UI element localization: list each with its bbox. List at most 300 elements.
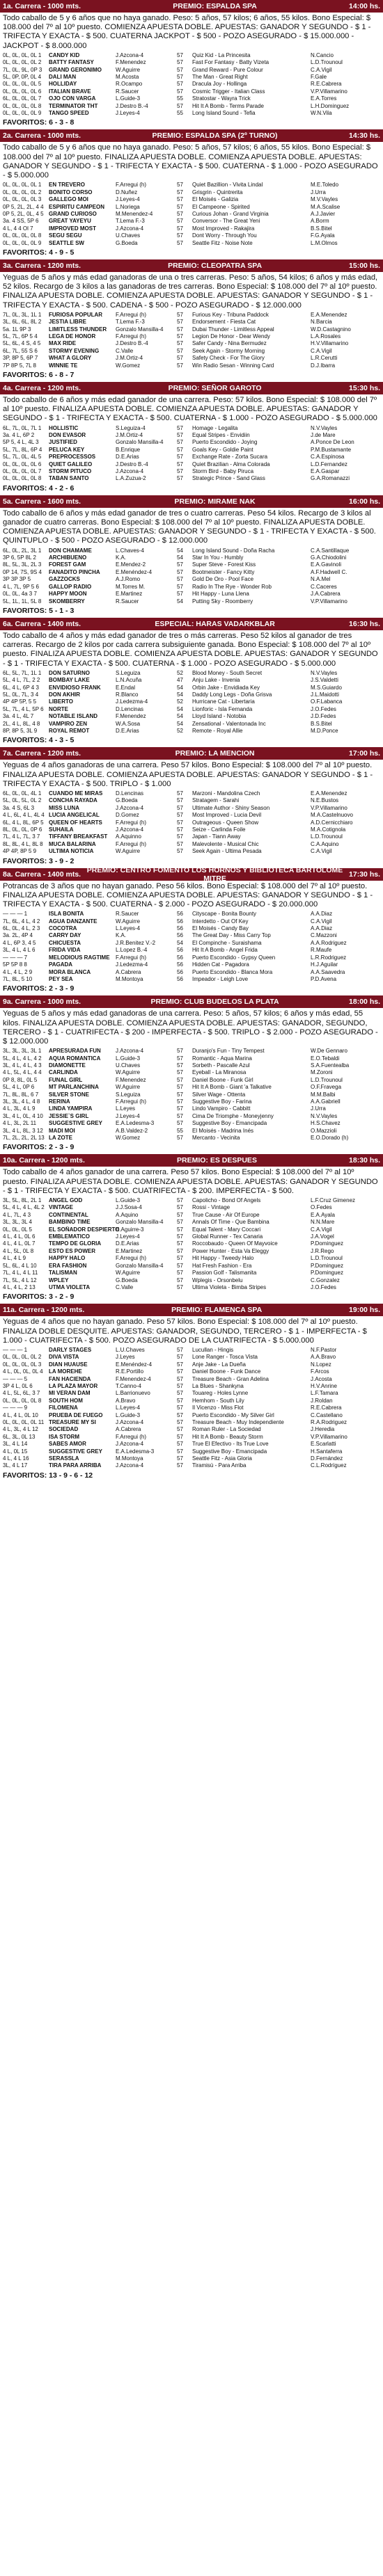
entry-horse: NOTABLE ISLAND: [49, 713, 98, 720]
entry-form: 8P, 8P 5, 3L 9: [3, 727, 38, 734]
entry-trainer: C.Castellano: [311, 1411, 343, 1418]
entry-jockey: T.Lema F.-3: [116, 218, 145, 225]
entry-row: [3, 1062, 380, 1069]
entry-trainer: W.N.Vila: [311, 110, 332, 117]
entry-trainer: L.M.Olmos: [311, 239, 338, 246]
entry-row: [3, 1277, 380, 1284]
entry-horse: MUCA BALARINA: [49, 840, 96, 847]
entry-form: 6L, 0L, 0L, 0L 7: [3, 95, 42, 102]
entry-weight: 57: [177, 1462, 183, 1469]
entry-horse: FILOMENA: [49, 1405, 78, 1411]
entry-weight: 57: [177, 218, 183, 225]
entry-horse: VAMPIRO ZEN: [49, 720, 87, 727]
race-card: [0, 495, 383, 618]
race-prize: PREMIO: ESPALDA SPA (2º TURNO): [152, 131, 278, 141]
entry-trainer: E.A.Gavinoli: [311, 561, 342, 568]
race-header: [0, 495, 383, 508]
entry-trainer: L.F.Tamara: [311, 1390, 338, 1397]
race-prize: PREMIO: LA MENCION: [175, 749, 255, 758]
entry-jockey: J.Leyes-4: [116, 1112, 140, 1119]
entry-jockey: L.Lopez B.-4: [116, 947, 148, 954]
entry-jockey: E.Menéndez-4: [116, 1361, 153, 1368]
entry-horse: LEGA DE HONOR: [49, 333, 96, 339]
entry-trainer: N.F.Pastor: [311, 1346, 337, 1353]
race-time: 17:00 hs.: [349, 749, 380, 758]
entry-row: [3, 576, 380, 583]
entry-pedigree: Touareg - Holes Lynne: [192, 1390, 249, 1397]
entry-horse: MI VERAN DAM: [49, 1390, 91, 1397]
entry-weight: 57: [177, 439, 183, 446]
entry-jockey: E.Martinez: [116, 1247, 143, 1254]
entry-row: [3, 468, 380, 475]
entry-trainer: C.A.Vigil: [311, 1226, 332, 1233]
entry-weight: 57: [177, 232, 183, 239]
entry-weight: 57: [177, 210, 183, 217]
entry-weight: 57: [177, 66, 183, 73]
entry-row: [3, 1048, 380, 1055]
entry-form: 0P 5, 2L, 0L, 4 5: [3, 210, 44, 217]
entry-pedigree: Hurricane Cat - Libertaria: [192, 698, 255, 705]
entry-row: [3, 1069, 380, 1076]
entry-pedigree: Quiz Kid - La Princesita: [192, 51, 251, 58]
entry-trainer: W.De Gennaro: [311, 1048, 347, 1055]
entry-form: — — — 9: [3, 1405, 28, 1411]
entry-pedigree: Passion Golf - Talismanita: [192, 1270, 257, 1277]
race-conditions: Todo caballo de 6 años y más edad ganador de una carrera. Peso: 57 kilos. Bono Especial: $ 108.000 del 7º al 10º puesto. FINALIZA APUESTA DOBLE. COMIENZA APUESTA DOBLE. APUESTAS: GANADOR Y SEGUNDO - $ 1 - TRIFECTA Y EXACTA - $ 500. CUATERNA - $ 1.000 - POZO ASEGURADO - $ 5.000.000: [3, 396, 377, 423]
entry-trainer: J.A.Cabrera: [311, 591, 341, 598]
entry-row: [3, 841, 380, 848]
entry-row: [3, 218, 380, 225]
entry-pedigree: Long Island Sound - Doña Racha: [192, 547, 275, 554]
entry-row: [3, 812, 380, 819]
entry-jockey: F.Menendez-4: [116, 1375, 151, 1382]
entry-row: [3, 196, 380, 203]
entry-pedigree: Bootmeister - Fancy Kitty: [192, 568, 255, 575]
entry-row: [3, 225, 380, 232]
entry-jockey: J.Azcona-4: [116, 51, 144, 58]
entry-form: 5L, 7L, 6P 5 4: [3, 333, 38, 339]
entry-horse: BOMBAY LAKE: [49, 677, 90, 684]
entry-row: [3, 833, 380, 840]
entry-weight: 47: [177, 677, 183, 684]
entry-jockey: F.Arregui (h): [116, 333, 147, 339]
entry-trainer: E.Scarlatti: [311, 1441, 336, 1448]
entry-jockey: L.Guide-3: [116, 1055, 141, 1062]
entry-form: 0L, 0L, 4a 3 7: [3, 591, 37, 598]
race-favorites: FAVORITOS: 3 - 9 - 2: [3, 856, 75, 865]
entry-trainer: E.O.Tebaldi: [311, 1055, 340, 1062]
entry-pedigree: Most Improved - Lucia Devil: [192, 812, 262, 819]
entry-jockey: Gonzalo Mansilla-4: [116, 1262, 164, 1269]
entry-trainer: H.V.Anrine: [311, 1382, 337, 1389]
entry-weight: 57: [177, 1247, 183, 1254]
entry-form: — — — 1: [3, 1346, 28, 1353]
entry-weight: 57: [177, 833, 183, 840]
entry-row: [3, 211, 380, 218]
entry-jockey: L.A.Zuzua-2: [116, 475, 146, 482]
entry-horse: WHAT A GLORY: [49, 355, 92, 362]
entry-horse: SOCIEDAD: [49, 1426, 79, 1433]
entry-row: [3, 1390, 380, 1397]
race-card: [0, 0, 383, 129]
entry-row: [3, 232, 380, 239]
entry-form: 3L, 4 L, 4 L, 4 3: [3, 1062, 42, 1069]
entry-horse: DIAMONETTE: [49, 1062, 86, 1069]
entry-weight: 57: [177, 812, 183, 819]
entry-horse: LINDA YAMPIRA: [49, 1105, 93, 1112]
race-conditions: Potrancas de 3 años que no hayan ganado. Peso 56 kilos. Bono Especial: $ 108.000 del 7º al 10º puesto. FINALIZA APUESTA DOBLE. COMIENZA APUESTA DOBLE. APUESTAS: GANADOR Y SEGUNDO - $ 1 - TRIFECTA Y EXACTA - $ 500. CUATERNA - $ 2.000 - POZO ASEGURADO - $ 20.000.000: [3, 881, 373, 909]
entry-pedigree: Cima De Triomphe - Moneyjenny: [192, 1112, 274, 1119]
entry-horse: CONCHA RAYADA: [49, 797, 97, 804]
entry-pedigree: Lone Ranger - Tosca Vista: [192, 1354, 258, 1361]
entry-row: [3, 685, 380, 691]
entry-pedigree: True Cause - Air Of Europe: [192, 1211, 260, 1218]
entry-row: [3, 1284, 380, 1291]
entry-row: [3, 439, 380, 446]
entry-form: 0L, 0L, 0L, 0L 8: [3, 475, 42, 482]
entry-form: 4 L, 5L, 4 L, 4 4: [3, 1069, 42, 1076]
entry-trainer: J.Urra: [311, 1105, 326, 1112]
entry-jockey: L.Chaves-4: [116, 547, 144, 554]
entry-horse: ESTO ES POWER: [49, 1247, 95, 1254]
entry-weight: 57: [177, 804, 183, 811]
entry-row: [3, 569, 380, 576]
entry-pedigree: Lionforic - Isla Fernanda: [192, 705, 253, 712]
entry-pedigree: Most Improved - Rakajira: [192, 225, 255, 232]
entry-trainer: P.Dominguez: [311, 1240, 343, 1247]
race-header: [0, 618, 383, 630]
entry-trainer: L.F.Cruz Gimenez: [311, 1197, 356, 1204]
race-favorites: FAVORITOS: 4 - 2 - 6: [3, 483, 75, 493]
entry-row: [3, 1197, 380, 1204]
race-body: [0, 1008, 383, 1154]
entry-row: [3, 355, 380, 362]
race-favorites: FAVORITOS: 2 - 3 - 9: [3, 1143, 75, 1152]
entry-weight: 57: [177, 1135, 183, 1142]
entry-form: 7L, 6L, 4 L, 4 2: [3, 918, 40, 925]
entry-trainer: L.D.Trounoul: [311, 1076, 343, 1083]
entry-trainer: A.A.Gabriell: [311, 1098, 341, 1105]
entry-horse: ERA FASHION: [49, 1262, 87, 1269]
entry-weight: 57: [177, 1233, 183, 1240]
entry-horse: GALLOP RADIO: [49, 583, 92, 590]
entry-weight: 57: [177, 424, 183, 431]
entry-jockey: D.E.Arias: [116, 1240, 139, 1247]
entry-trainer: W.D.Castagnino: [311, 326, 351, 333]
race-body: [0, 13, 383, 129]
entry-pedigree: Legion De Honor - Dear Wendy: [192, 333, 270, 339]
entry-horse: RERINA: [49, 1098, 70, 1105]
entry-pedigree: Grisgrin - Quintrerita: [192, 189, 243, 195]
entry-horse: STORMY EVENING: [49, 347, 100, 354]
entry-jockey: D.Nuñez: [116, 189, 138, 195]
entry-jockey: R.Blanco: [116, 691, 139, 698]
entry-jockey: U.Chaves: [116, 1062, 141, 1069]
entry-pedigree: Power Hunter - Esta Va Eleggy: [192, 1247, 269, 1254]
entry-form: 3L, 4 L 14: [3, 1441, 28, 1448]
entry-pedigree: Remote - Royal Allie: [192, 727, 243, 734]
entry-form: 6L, 5L, 7L, 1L 1: [3, 669, 42, 676]
entry-trainer: J.Urra: [311, 189, 326, 195]
race-conditions: Yeguas de 5 años y más edad ganadoras de una carrera. Peso: 5 años, 57 kilos; 6 años y más edad, 55 kilos. FINALIZA APUESTA DOBLE. COMIENZA APUESTA DOBLE. APUESTAS: GANADOR, SEGUNDO, TERCERO - $ 1 - CUATRIFECTA - $ 200 - IMPERFECTA - $ 500. TRIPLO - $ 2.000 - POZO ASEGURADO - $ 12.000.000: [3, 1009, 378, 1046]
entry-row: [3, 432, 380, 439]
entry-trainer: P.Dominguez: [311, 1270, 343, 1277]
entry-row: [3, 940, 380, 947]
entry-pedigree: Hit It A Bomb - Angel Frida: [192, 947, 258, 954]
entry-row: [3, 1263, 380, 1270]
entry-pedigree: Hit Happy - Luna Llena: [192, 591, 249, 598]
entry-pedigree: Daddy Long Legs - Doña Grisva: [192, 691, 272, 698]
entry-weight: 57: [177, 1112, 183, 1119]
entry-row: [3, 797, 380, 804]
entry-trainer: C.A.Vigil: [311, 918, 332, 925]
race-prize: PREMIO: SEÑOR GAROTO: [168, 384, 262, 392]
entry-form: 3P 6, 5P 8L 2: [3, 554, 36, 561]
entry-jockey: G.Boeda: [116, 1277, 138, 1283]
entry-jockey: Gonzalo Mansilla-4: [116, 326, 164, 333]
entry-row: [3, 182, 380, 189]
entry-weight: 57: [177, 1405, 183, 1411]
entry-weight: 52: [177, 698, 183, 705]
race-title: 8a. Carrera - 1400 mts.: [3, 870, 81, 879]
entry-horse: GREAT YAYEYU: [49, 218, 91, 225]
entry-trainer: V.P.Villamarino: [311, 88, 347, 95]
entry-pedigree: Seattle Fitz - Noise Note: [192, 239, 253, 246]
entry-trainer: J.de Mare: [311, 432, 336, 439]
entry-row: [3, 59, 380, 66]
entry-horse: CHICUESTA: [49, 939, 81, 946]
entry-row: [3, 362, 380, 369]
entry-jockey: R.Saucer: [116, 598, 139, 605]
entry-pedigree: Hemhom - South Lily: [192, 1397, 244, 1404]
entry-form: 4 L, 4 L, 0L 10: [3, 1411, 38, 1418]
entry-pedigree: Romantic - Aqua Marina: [192, 1055, 252, 1062]
entry-form: 0P 5, 2L, 2L, 4 4: [3, 203, 44, 210]
race-body: [0, 394, 383, 495]
entry-pedigree: Hit It A Bomb - Beauty Storm: [192, 1433, 263, 1440]
race-body: [0, 272, 383, 382]
race-prize: PREMIO: CENTRO FOMENTO LOS HORNOS Y BIBLIOTECA BARTOLOME MITRE: [86, 865, 343, 883]
entry-horse: HOLLIDAY: [49, 81, 77, 88]
entry-row: [3, 670, 380, 677]
entry-form: 5P 5, 4 L, 4L 3: [3, 439, 39, 446]
entry-form: 8L, 8L, 4 L, 8L 8: [3, 840, 43, 847]
race-prize: PREMIO: MIRAME NAK: [174, 497, 256, 506]
entry-form: 5P 5P 8 8: [3, 961, 27, 968]
entry-trainer: J.Heredia: [311, 1426, 335, 1433]
entry-trainer: N.Barcia: [311, 319, 332, 326]
entry-row: [3, 706, 380, 713]
entry-horse: MAX RIDE: [49, 340, 77, 347]
entry-row: [3, 1270, 380, 1277]
entry-jockey: J.Azcona-4: [116, 826, 144, 833]
race-header: [0, 747, 383, 760]
entry-trainer: L.D.Trounoul: [311, 59, 343, 66]
entry-row: [3, 1233, 380, 1240]
entry-form: 5L, 6L, 4 S, 4 5: [3, 340, 41, 347]
race-body: [0, 1316, 383, 1482]
entry-pedigree: Malevolente - Musical Chic: [192, 840, 259, 847]
race-time: 15:30 hs.: [349, 384, 380, 392]
entry-form: 3L, 4 L 17: [3, 1462, 28, 1469]
entry-weight: 57: [177, 311, 183, 318]
entry-trainer: M.D.Ponce: [311, 727, 338, 734]
entry-horse: UTMA VIOLETA: [49, 1283, 91, 1290]
entry-horse: PREPROCESSOS: [49, 454, 96, 461]
entry-weight: 57: [177, 326, 183, 333]
entry-jockey: G.Boeda: [116, 797, 138, 804]
entry-jockey: J.J.Sosa-4: [116, 1204, 142, 1211]
entry-pedigree: Dont Worry - Through You: [192, 232, 257, 239]
entry-horse: AGUA DANZANTE: [49, 918, 97, 925]
entry-jockey: J.R.Benitez V.-2: [116, 939, 156, 946]
entry-jockey: D.Gomez: [116, 812, 139, 819]
entry-trainer: E.A.Ayala: [311, 1211, 335, 1218]
entry-pedigree: El Compinche - Suraishama: [192, 939, 262, 946]
race-conditions: Yeguas de 4 años que no hayan ganado. Peso 57 kilos. Bono Especial: $ 108.000 del 7º al 10º puesto. FINALIZA DOBLE DESQUITE. APUESTAS: GANADOR, SEGUNDO, TERCERO - $ 1 - IMPERFECTA - $ 1.000 - CUATRIFECTA - $ 500. POZO ASEGURADO DE LA CUATRIFECTA - $ 5.000.000: [3, 1318, 367, 1345]
entry-row: [3, 1361, 380, 1368]
race-body: [0, 508, 383, 618]
entry-form: 0L, 0L, 0L, 0L 3: [3, 196, 42, 203]
entry-form: 3a. 4 SS, 5P 6: [3, 218, 39, 225]
entry-horse: LUCIA ANGELICAL: [49, 812, 100, 819]
entry-horse: SEGU SEGU: [49, 232, 82, 239]
race-time: 18:00 hs.: [349, 998, 380, 1007]
entry-horse: MORA BLANCA: [49, 968, 91, 975]
entry-trainer: M.S.Guiardo: [311, 684, 342, 691]
entry-horse: ROYAL REMOT: [49, 727, 90, 734]
entry-jockey: F.Arregui (h): [116, 840, 147, 847]
entry-pedigree: Seize - Carlinda Foile: [192, 826, 246, 833]
entry-row: [3, 74, 380, 81]
entry-row: [3, 1128, 380, 1135]
entry-trainer: E.A.Menendez: [311, 790, 347, 797]
entry-jockey: J.Azcona-4: [116, 1462, 144, 1469]
race-card: [0, 1304, 383, 1482]
entry-pedigree: Goals Key - Goldie Paint: [192, 446, 253, 453]
entry-form: 3a. 4 L, 4L 7: [3, 713, 34, 720]
entry-weight: 57: [177, 1418, 183, 1425]
entry-form: 5L, 0P, 0P, 0L 4: [3, 74, 42, 81]
entry-pedigree: Duranjo's Fun - Tiny Tempest: [192, 1048, 265, 1055]
entry-horse: SKOMBERRY: [49, 598, 85, 605]
entry-form: 4 L, 3L, 4 L 12: [3, 1426, 38, 1433]
entry-form: 3a. 2L, 4P 4: [3, 932, 33, 939]
race-header: [0, 1154, 383, 1167]
entry-pedigree: Impeador - Leigh Love: [192, 975, 249, 982]
entry-weight: 55: [177, 1127, 183, 1134]
entry-pedigree: Star In You - Humbly: [192, 554, 244, 561]
entry-row: [3, 1434, 380, 1441]
entry-row: [3, 790, 380, 797]
entry-weight: 57: [177, 819, 183, 826]
entry-row: [3, 976, 380, 983]
race-prize: PREMIO: ESPALDA SPA: [173, 2, 257, 10]
entry-form: 4 L, 4 4 Ol 7: [3, 225, 33, 232]
entry-weight: 57: [177, 1048, 183, 1055]
entry-weight: 57: [177, 1062, 183, 1069]
entry-jockey: L.Leyes-4: [116, 925, 141, 932]
entry-row: [3, 1084, 380, 1091]
entry-form: 7L, 4 L, 7L, 3 7: [3, 833, 40, 840]
race-body: [0, 142, 383, 259]
entry-horse: SEATTLE SW: [49, 239, 84, 246]
race-time: 17:30 hs.: [349, 870, 380, 879]
entry-pedigree: Japan - Tiann Away: [192, 833, 241, 840]
entry-weight: 55: [177, 110, 183, 117]
race-card: [0, 618, 383, 747]
entry-weight: 57: [177, 1390, 183, 1397]
entry-jockey: F.Arregui (h): [116, 1433, 147, 1440]
entry-jockey: F.Menendez: [116, 713, 146, 720]
entry-form: 4 L, 6P 3, 4 5: [3, 939, 36, 946]
entry-pedigree: Treasure Beach - Muy Independiente: [192, 1418, 284, 1425]
entry-row: [3, 1055, 380, 1062]
entry-weight: 57: [177, 591, 183, 598]
entry-jockey: A.Cabrera: [116, 968, 141, 975]
entry-pedigree: Suggestive Boy - Emancipada: [192, 1120, 267, 1127]
entry-weight: 57: [177, 74, 183, 81]
entry-pedigree: Conversor - The Great Yeni: [192, 218, 260, 225]
entry-pedigree: Zensational - Valentonada Inc: [192, 720, 266, 727]
entry-horse: ITALIAN BRAVE: [49, 88, 91, 95]
entry-row: [3, 319, 380, 326]
entry-horse: SERASSLA: [49, 1455, 79, 1462]
entry-jockey: E.Endal: [116, 684, 136, 691]
entry-form: 4 L, 0L, 0L, 0L 4: [3, 1368, 43, 1375]
entry-pedigree: Seek Again - Ultima Pesada: [192, 848, 262, 855]
entry-row: [3, 240, 380, 247]
entry-form: 5L, 7L, 4 L, 5P 6: [3, 705, 44, 712]
entry-weight: 57: [177, 1397, 183, 1404]
entry-weight: 57: [177, 461, 183, 467]
entry-jockey: C.Valle: [116, 347, 134, 354]
entry-jockey: A.Bravo: [116, 1397, 136, 1404]
entries-list: [3, 52, 380, 118]
entry-jockey: E.Mendez-2: [116, 561, 146, 568]
entry-horse: ULTIMA NOTICIA: [49, 848, 94, 855]
entry-jockey: R.Saucer: [116, 911, 139, 918]
entry-jockey: J.Azcona-4: [116, 468, 144, 475]
entry-form: 3L, 4 L, 8L, 3 12: [3, 1127, 43, 1134]
race-title: 11a. Carrera - 1200 mts.: [3, 1306, 85, 1315]
entry-form: 7L, 8L, 5 10: [3, 975, 33, 982]
entry-trainer: C.A.Vigil: [311, 848, 332, 855]
entry-jockey: W.Aguirre: [116, 1084, 141, 1091]
entry-weight: 57: [177, 475, 183, 482]
entry-weight: 54: [177, 554, 183, 561]
entry-weight: 57: [177, 1055, 183, 1062]
entry-form: 7L, 0L, 9L, 0P 3: [3, 66, 42, 73]
entry-jockey: L.Barrionuevo: [116, 1390, 150, 1397]
entry-weight: 55: [177, 95, 183, 102]
entry-row: [3, 1105, 380, 1112]
entry-horse: IMPROVED MOST: [49, 225, 97, 232]
entry-form: 5L, 0L, 7L, 3 4: [3, 691, 39, 698]
entry-jockey: G.Boeda: [116, 239, 138, 246]
entry-jockey: A.Cabrera: [116, 1426, 141, 1433]
entry-weight: 57: [177, 225, 183, 232]
race-conditions: Todo caballo de 5 y 6 años que no haya ganado. Peso: 5 años, 57 kilos; 6 años, 55 kilos. Bono Especial: $ 108.000 del 7º al 10º puesto. FINALIZA APUESTA DOBLE. COMIENZA APUESTA DOBLE. APUESTAS: GANADOR Y SEGUNDO - $ 1 - TRIFECTA Y EXACTA - $ 500. CUATERNA - $ 1.000 - POZO ASEGURADO - $ 5.000.000: [3, 143, 378, 180]
entry-trainer: B.S.Bitel: [311, 720, 332, 727]
entry-trainer: A.D.Cernicchiaro: [311, 819, 353, 826]
entry-pedigree: Gold De Oro - Pool Face: [192, 576, 254, 583]
entry-horse: NORTE: [49, 705, 68, 712]
entry-trainer: E.A.Torres: [311, 95, 337, 102]
entry-pedigree: Homage - Legalita: [192, 424, 238, 431]
entries-list: [3, 790, 380, 856]
race-body: [0, 1167, 383, 1304]
